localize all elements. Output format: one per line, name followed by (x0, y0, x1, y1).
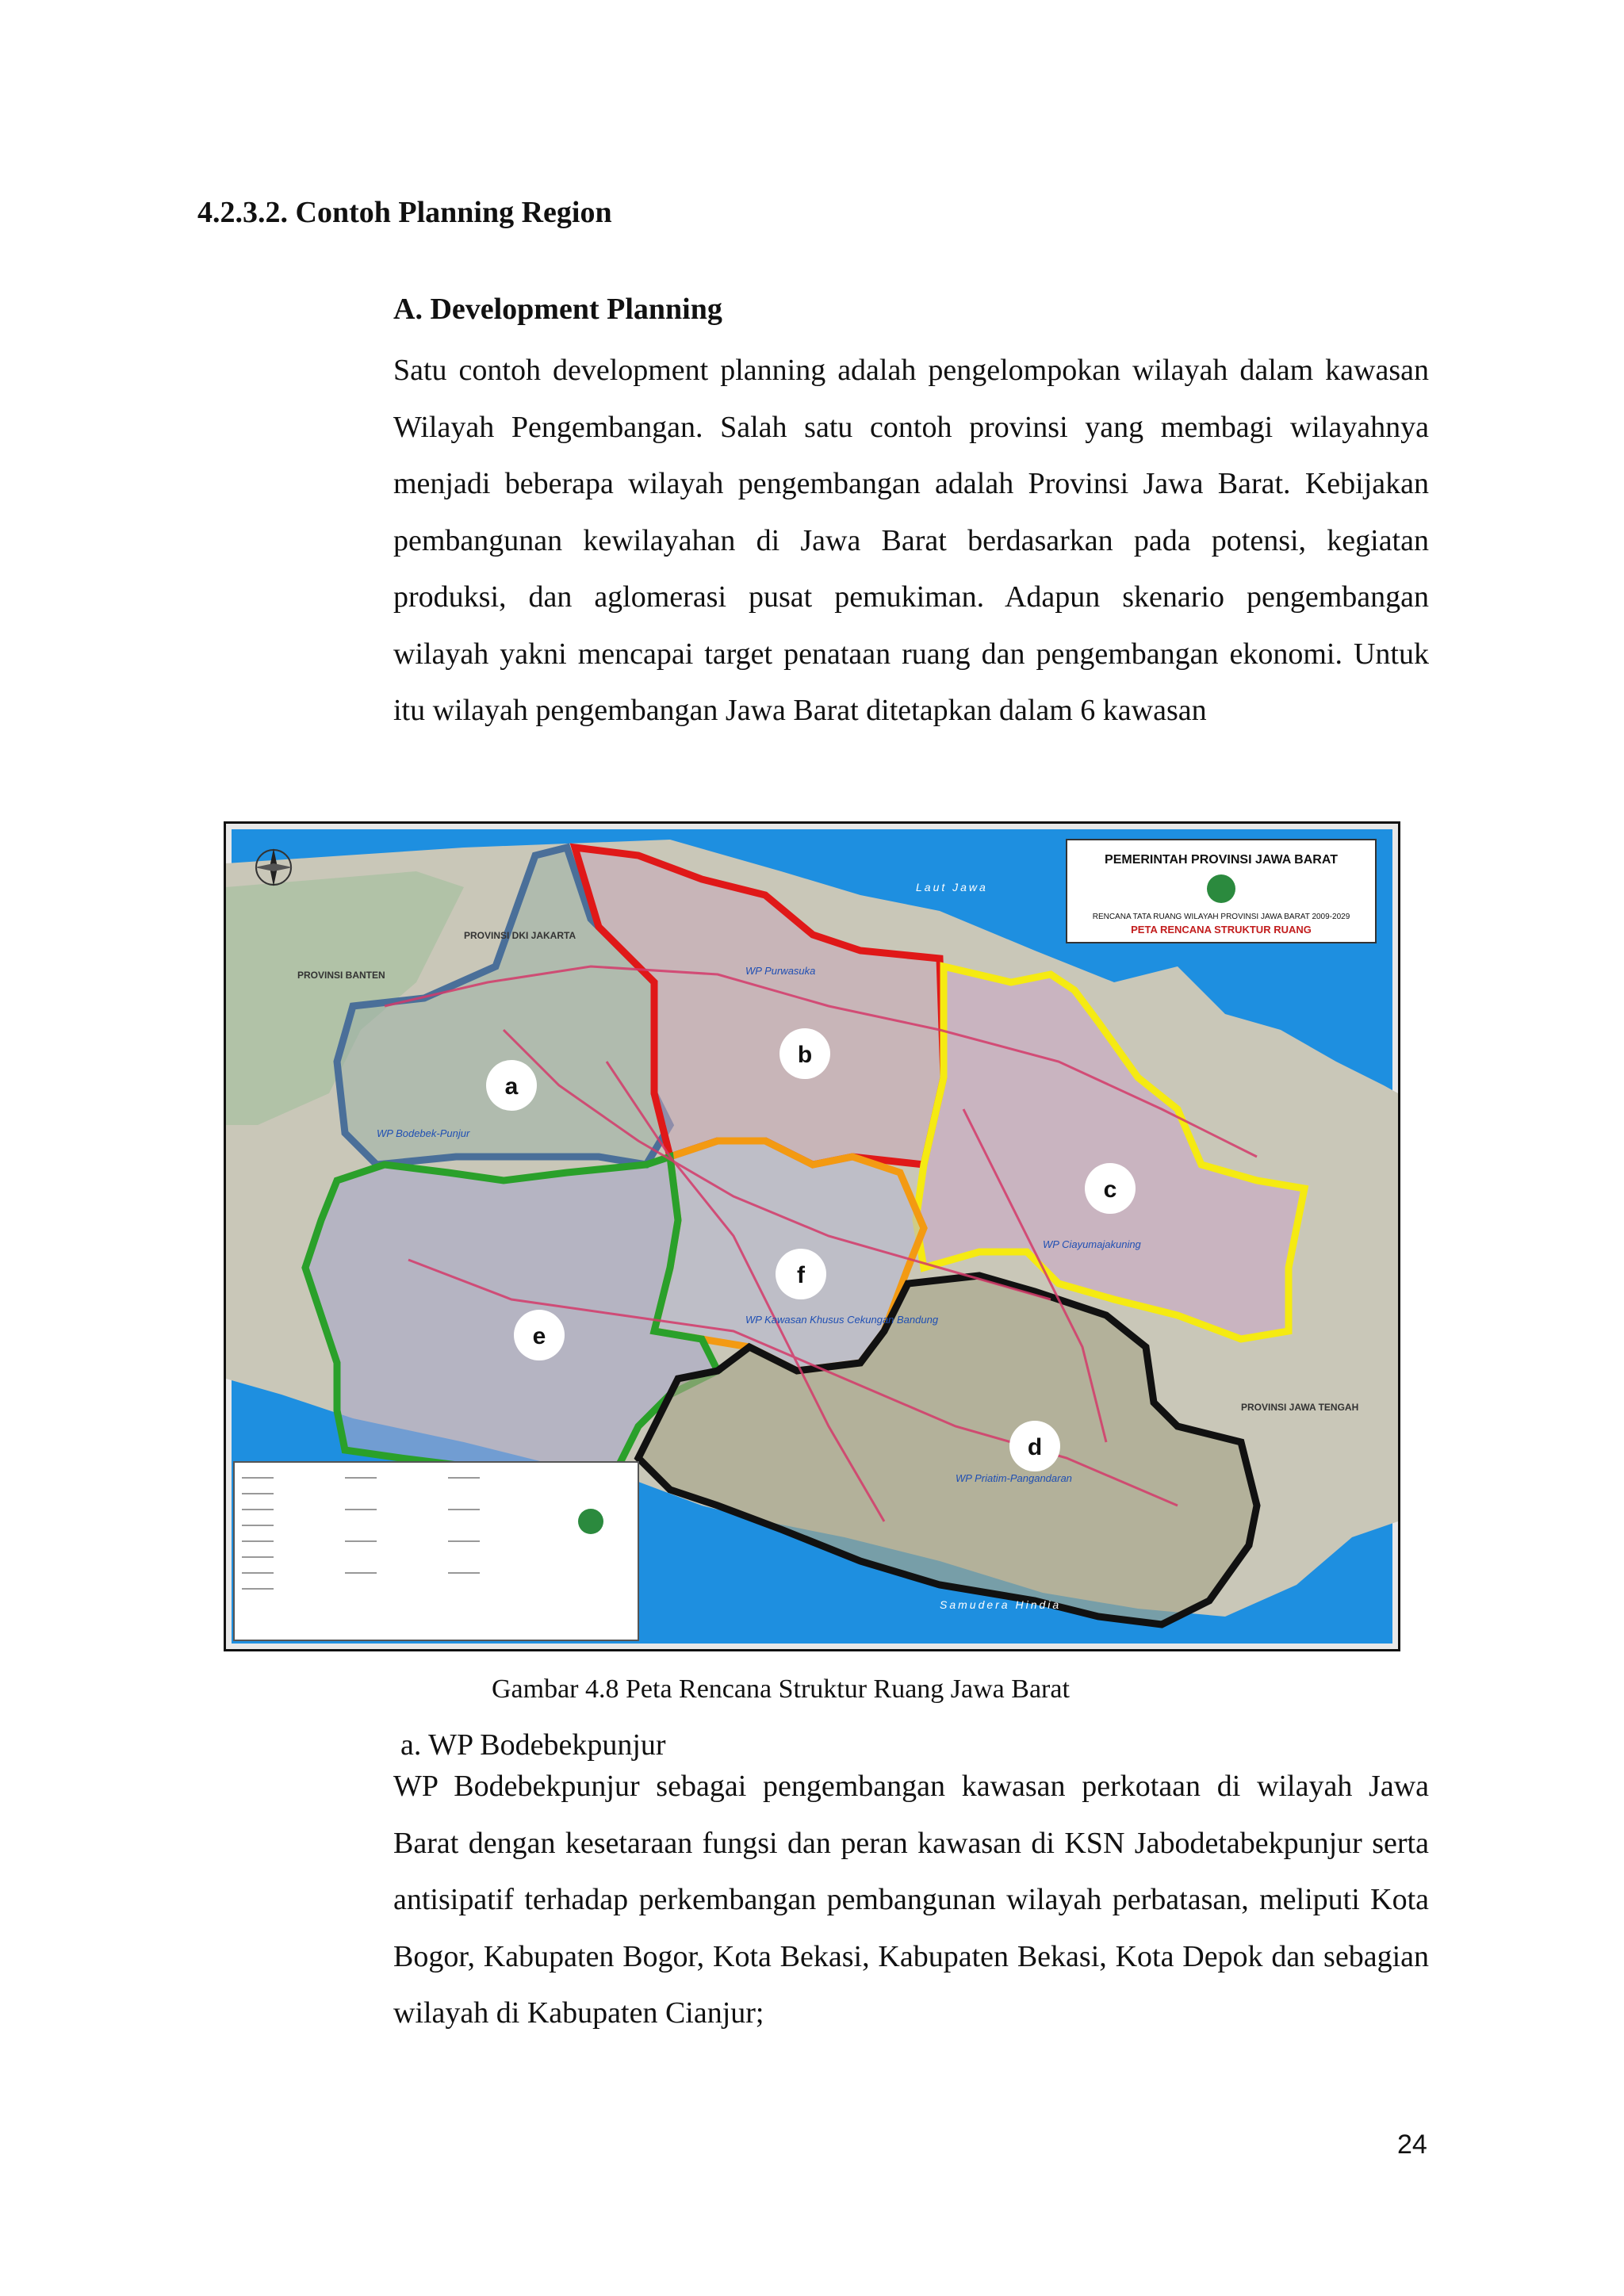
label-laut-jawa: Laut Jawa (916, 881, 988, 894)
marker-f-letter: f (797, 1262, 805, 1288)
marker-a-letter: a (504, 1073, 519, 1100)
map-legend (234, 1462, 638, 1640)
map-title-3: PETA RENCANA STRUKTUR RUANG (1131, 924, 1312, 936)
marker-b-letter: b (797, 1042, 813, 1068)
legend-emblem-icon (578, 1509, 603, 1534)
subheading: A. Development Planning (393, 293, 722, 326)
figure-caption: Gambar 4.8 Peta Rencana Struktur Ruang Jawa Barat (492, 1674, 1070, 1704)
map-figure (224, 821, 1400, 1651)
label-dki: PROVINSI DKI JAKARTA (464, 930, 576, 941)
wp-label-a: WP Bodebek-Punjur (377, 1127, 470, 1139)
map-title-1: PEMERINTAH PROVINSI JAWA BARAT (1105, 853, 1338, 867)
section-heading: 4.2.3.2. Contoh Planning Region (197, 196, 612, 229)
west-java-emblem-icon (1207, 874, 1235, 903)
label-samudera-hindia: Samudera Hindia (940, 1598, 1062, 1611)
paragraph-bodebekpunjur: WP Bodebekpunjur sebagai pengembangan kawasan perkotaan di wilayah Jawa Barat dengan kesetaraan fungsi dan peran kawasan di KSN Jabodetabekpunjur serta antisipatif terhadap perkembangan pembangunan wilayah perbatasan, meliputi Kota Bogor, Kabupaten Bogor, Kota Bekasi, Kabupaten Bekasi, Kota Depok dan sebagian wilayah di Kabupaten Cianjur; (393, 1770, 1429, 2030)
label-banten: PROVINSI BANTEN (297, 970, 385, 981)
marker-e-letter: e (532, 1323, 546, 1349)
map-title-2: RENCANA TATA RUANG WILAYAH PROVINSI JAWA BARAT 2009-2029 (1092, 913, 1350, 921)
page-number: 24 (1397, 2130, 1427, 2160)
marker-c-letter: c (1103, 1177, 1117, 1203)
wp-label-b: WP Purwasuka (745, 965, 816, 977)
wp-label-d: WP Priatim-Pangandaran (956, 1472, 1072, 1484)
wp-label-f: WP Kawasan Khusus Cekungan Bandung (745, 1314, 939, 1326)
marker-d-letter: d (1027, 1434, 1043, 1460)
wp-label-c: WP Ciayumajakuning (1043, 1238, 1141, 1250)
item-label-bodebekpunjur: a. WP Bodebekpunjur (400, 1728, 666, 1762)
map-svg (226, 824, 1398, 1649)
paragraph-development-planning: Satu contoh development planning adalah pengelompokan wilayah dalam kawasan Wilayah Pengembangan. Salah satu contoh provinsi yang membagi wilayahnya menjadi beberapa wilayah pengembangan adalah Provinsi Jawa Barat. Kebijakan pembangunan kewilayahan di Jawa Barat berdasarkan pada potensi, kegiatan produksi, dan aglomerasi pusat pemukiman. Adapun skenario pengembangan wilayah yakni mencapai target penataan ruang dan pengembangan ekonomi. Untuk itu wilayah pengembangan Jawa Barat ditetapkan dalam 6 kawasan (393, 354, 1429, 727)
label-jateng: PROVINSI JAWA TENGAH (1241, 1402, 1359, 1413)
